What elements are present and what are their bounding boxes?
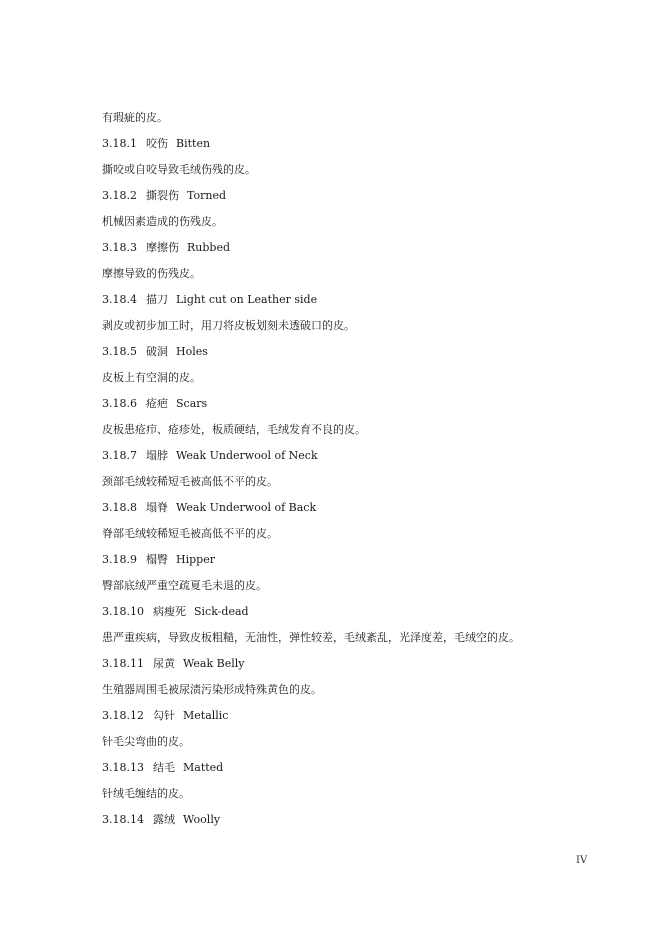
section-heading: [102, 446, 642, 472]
clause-number: 3.18.8: [102, 501, 137, 514]
term-chinese: 摩擦伤: [146, 241, 179, 254]
clause-number: 3.18.14: [102, 813, 144, 826]
term-chinese: 塌脊: [146, 501, 168, 514]
term-english: Metallic: [183, 709, 229, 722]
clause-number: 3.18.13: [102, 761, 144, 774]
document-body: [102, 108, 642, 836]
term-chinese: 塌脖: [146, 449, 168, 462]
term-english: Weak Underwool of Neck: [176, 449, 318, 462]
term-chinese: 描刀: [146, 293, 168, 306]
section-heading: [102, 186, 642, 212]
term-english: Woolly: [183, 813, 221, 826]
clause-number: 3.18.10: [102, 605, 144, 618]
section-heading: [102, 810, 642, 836]
definition-text: 针毛尖弯曲的皮。: [102, 735, 190, 748]
term-chinese: 露绒: [153, 813, 175, 826]
term-english: Weak Underwool of Back: [176, 501, 317, 514]
section-heading: [102, 706, 642, 732]
definition-text: 撕咬或自咬导致毛绒伤残的皮。: [102, 163, 256, 176]
clause-number: 3.18.7: [102, 449, 137, 462]
term-english: Hipper: [176, 553, 215, 566]
clause-number: 3.18.5: [102, 345, 137, 358]
term-english: Matted: [183, 761, 224, 774]
definition-text: 患严重疾病，导致皮板粗糙，无油性，弹性较差，毛绒紊乱，光泽度差，毛绒空的皮。: [102, 631, 520, 644]
definition-text: 颈部毛绒较稀短毛被高低不平的皮。: [102, 475, 278, 488]
clause-number: 3.18.12: [102, 709, 144, 722]
section-heading: [102, 238, 642, 264]
term-english: Scars: [176, 397, 208, 410]
term-chinese: 尿黄: [153, 657, 175, 670]
term-english: Rubbed: [187, 241, 231, 254]
definition-text: 针绒毛缠结的皮。: [102, 787, 190, 800]
term-chinese: 病瘦死: [153, 605, 186, 618]
definition-text: 生殖器周围毛被尿渍污染形成特殊黄色的皮。: [102, 683, 322, 696]
term-chinese: 咬伤: [146, 137, 168, 150]
term-chinese: 结毛: [153, 761, 175, 774]
page-number: IV: [576, 855, 588, 866]
definition-text: 摩擦导致的伤残皮。: [102, 267, 201, 280]
clause-number: 3.18.11: [102, 657, 144, 670]
clause-number: 3.18.4: [102, 293, 137, 306]
section-heading: [102, 290, 642, 316]
definition-text: 剥皮或初步加工时，用刀将皮板划刻未透破口的皮。: [102, 319, 355, 332]
definition-text: 脊部毛绒较稀短毛被高低不平的皮。: [102, 527, 278, 540]
term-english: Bitten: [176, 137, 211, 150]
section-heading: [102, 550, 642, 576]
section-heading: [102, 602, 642, 628]
term-chinese: 榻臀: [146, 553, 168, 566]
clause-number: 3.18.2: [102, 189, 137, 202]
clause-number: 3.18.9: [102, 553, 137, 566]
term-chinese: 勾针: [153, 709, 175, 722]
clause-number: 3.18.6: [102, 397, 137, 410]
section-heading: [102, 758, 642, 784]
term-english: Holes: [176, 345, 208, 358]
definition-text: 机械因素造成的伤残皮。: [102, 215, 223, 228]
definition-text: 皮板上有空洞的皮。: [102, 371, 201, 384]
definition-text: 皮板患疮疖、疮疹处，板质硬结，毛绒发育不良的皮。: [102, 423, 366, 436]
term-chinese: 撕裂伤: [146, 189, 179, 202]
term-english: Light cut on Leather side: [176, 293, 318, 306]
section-heading: [102, 654, 642, 680]
term-chinese: 破洞: [146, 345, 168, 358]
section-heading: [102, 342, 642, 368]
clause-number: 3.18.3: [102, 241, 137, 254]
section-heading: [102, 498, 642, 524]
term-english: Weak Belly: [183, 657, 245, 670]
term-english: Sick-dead: [194, 605, 249, 618]
definition-text: 臀部底绒严重空疏夏毛未退的皮。: [102, 579, 267, 592]
definition-text: 有瑕疵的皮。: [102, 111, 168, 124]
clause-number: 3.18.1: [102, 137, 137, 150]
section-heading: [102, 394, 642, 420]
term-chinese: 疮疤: [146, 397, 168, 410]
term-english: Torned: [187, 189, 226, 202]
section-heading: [102, 134, 642, 160]
